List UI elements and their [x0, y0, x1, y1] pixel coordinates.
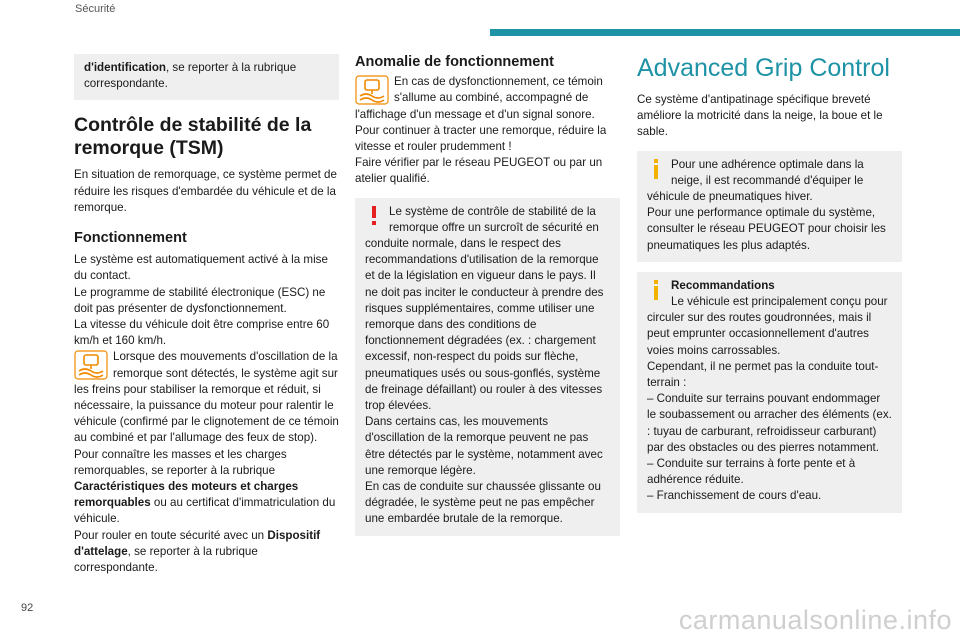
column-1: [74, 54, 339, 576]
agc-intro: Ce système d'antipatinage spécifique breveté améliore la motricité dans la neige, la boue et le sable.: [637, 93, 883, 139]
tsm-title: Contrôle de stabilité de la remorque (TSM): [74, 114, 312, 160]
warning-p3: En cas de conduite sur chaussée glissante ou dégradée, le système peut ne pas empêcher une embardée brutale de la remorque.: [365, 480, 601, 526]
info2-list-item-1: – Conduite sur terrains pouvant endommager le soubassement ou arracher des éléments (ex. : tuyau de carburant, refroidisseur carburant) par des obstacles ou des pierres notamment.: [647, 392, 892, 454]
info2-list-item-2: – Conduite sur terrains à forte pente et à adhérence réduite.: [647, 457, 856, 487]
operation-heading: Fonctionnement: [74, 230, 187, 247]
tsm-intro: En situation de remorquage, ce système permet de réduire les risques d'embardée du véhicule et de la remorque.: [74, 168, 337, 214]
operation-p4: Lorsque des mouvements d'oscillation de la remorque sont détectés, le système agit sur les freins pour stabiliser la remorque et réduit, si nécessaire, la puissance du moteur pour ralentir le véhicule (confirmé par le clignotement de ce témoin au combiné et par l'allumage des feux de stop).: [74, 350, 339, 445]
malfunction-p3: Faire vérifier par le réseau PEUGEOT ou par un atelier qualifié.: [355, 156, 603, 186]
operation-p2: Le programme de stabilité électronique (ESC) ne doit pas présenter de dysfonctionnement.: [74, 285, 326, 315]
note-text: , se reporter à la rubrique correspondante.: [84, 61, 297, 91]
agc-title: Advanced Grip Control: [637, 54, 890, 82]
info-note-tyres: [637, 151, 902, 262]
warning-p1: Le système de contrôle de stabilité de la remorque offre un surcroît de sécurité en conduite normale, dans le respect des recommandations d'utilisation de la remorque et de la législation en vigueur dans le pays. Il ne doit pas inciter le conducteur à prendre des risques supplémentaires, comme utiliser une remorque dans des conditions de fonctionnement dégradées (ex. : chargement excessif, non-respect du poids sur flèche, pneumatiques usés ou sous-gonflés, système de freinage défaillant) ou rouler à des vitesses trop élevées.: [365, 204, 604, 413]
malfunction-p2: Pour continuer à tracter une remorque, réduire la vitesse et rouler prudemment !: [355, 123, 607, 154]
note-bold: d'identification: [84, 61, 166, 74]
info2-p2: Cependant, il ne permet pas la conduite tout-terrain :: [647, 359, 879, 390]
column-3: [637, 54, 902, 513]
operation-p6-bold: Dispositif d'attelage: [74, 528, 321, 558]
trailer-stability-warning-icon: [355, 75, 389, 105]
operation-p5-a: Pour connaître les masses et les charges remorquables, se reporter à la rubrique: [74, 447, 287, 477]
recommendations-heading: Recommandations: [671, 278, 775, 292]
warning-exclamation-icon: [365, 205, 383, 227]
watermark: carmanualsonline.info: [678, 605, 952, 635]
trailer-stability-warning-icon: [74, 350, 108, 380]
info-icon: [647, 158, 665, 180]
operation-p6-a: Pour rouler en toute sécurité avec un: [74, 528, 268, 542]
info-note-recommendations: [637, 272, 902, 513]
warning-note: [355, 198, 620, 536]
malfunction-p1: En cas de dysfonctionnement, ce témoin s'allume au combiné, accompagné de l'affichage d'un message et d'un signal sonore.: [355, 75, 603, 121]
page-number: 92: [21, 602, 34, 614]
operation-p1: Le système est automatiquement activé à la mise du contact.: [74, 253, 328, 283]
header-section-title: Sécurité: [75, 3, 116, 15]
column-2: [355, 54, 620, 536]
malfunction-heading: Anomalie de fonctionnement: [355, 54, 554, 70]
info2-list-item-3: – Franchissement de cours d'eau.: [647, 489, 822, 503]
operation-p5-b: ou au certificat d'immatriculation du véhicule.: [74, 496, 336, 526]
header-accent-bar: [490, 29, 960, 36]
operation-p5-bold: Caractéristiques des moteurs et charges remorquables: [74, 480, 299, 510]
info-icon: [647, 279, 665, 301]
operation-p3: La vitesse du véhicule doit être comprise entre 60 km/h et 160 km/h.: [74, 318, 330, 348]
info1-p2: Pour une performance optimale du système, consulter le réseau PEUGEOT pour choisir les pneumatiques les plus adaptés.: [647, 206, 886, 252]
warning-p2: Dans certains cas, les mouvements d'oscillation de la remorque peuvent ne pas être détectés par le système, notamment avec une remorque légère.: [365, 415, 603, 477]
info2-p1: Le véhicule est principalement conçu pour circuler sur des routes goudronnées, mais il peut emprunter occasionnellement d'autres voies moins carrossables.: [647, 295, 888, 357]
info1-p1: Pour une adhérence optimale dans la neige, il est recommandé d'équiper le véhicule de pneumatiques hiver.: [647, 157, 864, 204]
note-identification: [74, 54, 339, 100]
operation-p6-b: , se reporter à la rubrique correspondante.: [74, 544, 258, 575]
